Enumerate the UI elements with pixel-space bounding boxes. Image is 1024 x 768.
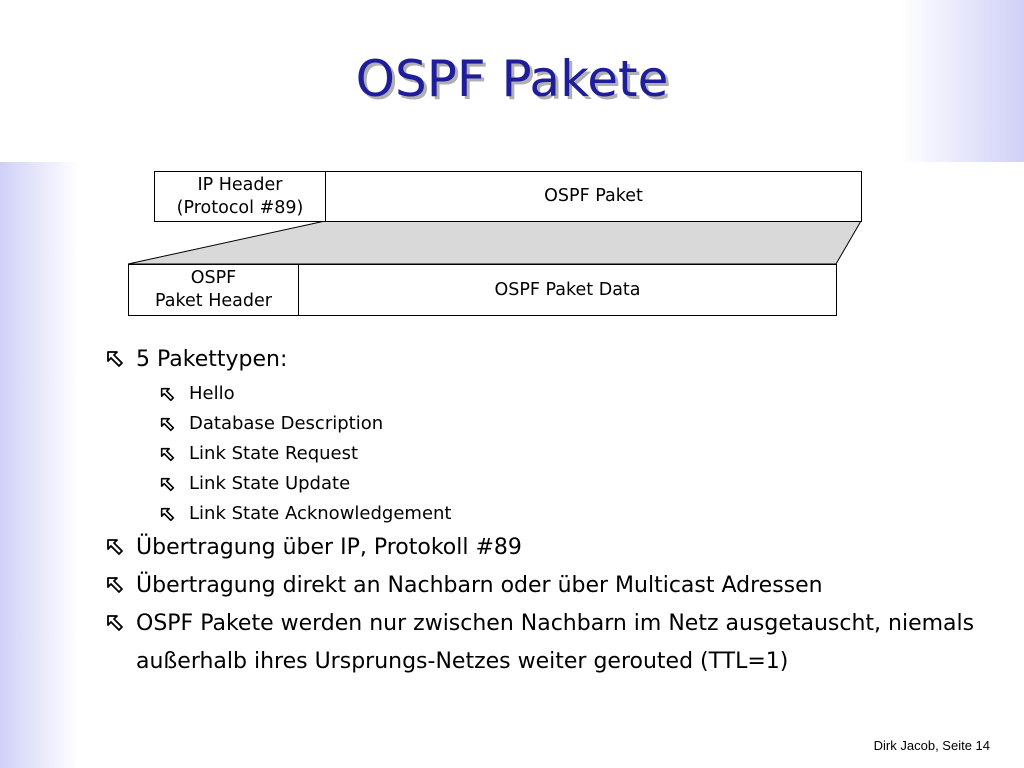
ip-header-label: IP Header (Protocol #89) <box>176 174 304 218</box>
sub-bullet-item <box>106 469 1021 499</box>
sub-bullet-text: Link State Acknowledgement <box>189 503 452 524</box>
ospf-paket-header-box <box>128 264 299 316</box>
ospf-paket-data-label: OSPF Paket Data <box>494 279 641 300</box>
ospf-paket-label: OSPF Paket <box>544 186 643 206</box>
diagonal-arrow-icon <box>106 341 124 368</box>
sub-bullet-item <box>106 499 1021 529</box>
bullet-item <box>106 567 1021 605</box>
sub-bullet-text: Hello <box>189 383 235 404</box>
footer-page-info: Dirk Jacob, Seite 14 <box>873 738 990 753</box>
bullet-item <box>106 341 1021 379</box>
diagonal-arrow-icon <box>106 567 124 594</box>
sub-bullet-item <box>106 409 1021 439</box>
sub-bullet-text: Database Description <box>189 413 384 434</box>
bullet-text: OSPF Pakete werden nur zwischen Nachbarn im Netz ausgetauscht, niemals außerhalb ihres Ursprungs-Netzes weiter gerouted (TTL=1) <box>136 611 975 674</box>
bullet-text: Übertragung direkt an Nachbarn oder über Multicast Adressen <box>136 573 823 598</box>
bullet-text: Übertragung über IP, Protokoll #89 <box>136 535 522 560</box>
bullet-list <box>106 341 1021 681</box>
packet-diagram <box>0 0 1024 330</box>
ip-header-box <box>154 171 326 222</box>
diagonal-arrow-icon <box>160 499 175 522</box>
ospf-paket-data-box <box>298 264 837 316</box>
sub-bullet-text: Link State Request <box>189 443 359 464</box>
diagonal-arrow-icon <box>106 529 124 556</box>
sub-bullet-text: Link State Update <box>189 473 351 494</box>
bullet-item <box>106 529 1021 567</box>
sub-bullet-item <box>106 379 1021 409</box>
bullet-text: 5 Pakettypen: <box>136 347 288 372</box>
bullet-item <box>106 605 1021 681</box>
diagonal-arrow-icon <box>106 605 124 632</box>
sub-bullet-item <box>106 439 1021 469</box>
slide-title: OSPF Pakete <box>355 50 669 108</box>
ospf-paket-box <box>325 171 862 222</box>
diagonal-arrow-icon <box>160 379 175 402</box>
diagonal-arrow-icon <box>160 409 175 432</box>
ospf-paket-header-label: OSPF Paket Header <box>155 268 272 311</box>
diagonal-arrow-icon <box>160 439 175 462</box>
diagonal-arrow-icon <box>160 469 175 492</box>
